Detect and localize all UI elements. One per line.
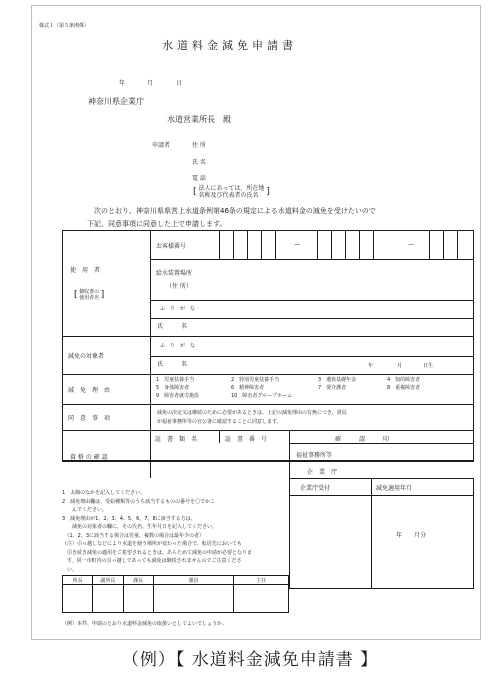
note-line: 3 減免理由が1、2、3、4、5、6、7、8に該当する方は、 [62,515,196,522]
approval-header-section-head: 課長 [123,576,153,585]
consent-line2: が福祉事務所等の官公署に確認することに同意します。 [157,419,282,425]
approval-stamp-cell[interactable] [153,585,234,613]
addressee-person: 水道営業所長 殿 [167,115,231,124]
received-label: 企業庁受付 [300,485,331,492]
reason-item-1: 1 児童扶養手当 [156,377,195,383]
footnote: （例）本件、申請のとおり水道料金減免の取扱いとしてよいでしょうか。 [62,621,228,627]
note-line: （注）引っ越しなどにより水道を使う場所が変わった場合で、転居先においても [62,541,242,547]
applicant-address-label: 住 所 [192,142,206,149]
consent-label: 同 意 事 項 [68,415,111,422]
intro-line2: 下記、同意事項に同意した上で申請します。 [87,220,227,228]
customer-number-dash-1: — [294,241,300,248]
form-number: 様式１（第５条関係） [39,23,90,29]
bracket-right-icon: ] [266,186,270,197]
user-label: 使 用 者 [70,267,101,274]
reason-item-6: 6 精神障害者 [231,385,265,391]
approval-table [62,575,289,613]
target-name-label: 氏 名 [157,361,188,368]
cert-number-label: 証 書 番 号 [225,436,268,443]
page-caption: （例）【 水道料金減免申請書 】 [121,650,379,670]
welfare-office-label: 福祉事務所等 [296,452,333,459]
approval-header-deputy: 副所長 [93,576,123,585]
reason-item-2: 2 特別児童扶養手当 [231,377,280,383]
user-name-label: 氏 名 [157,323,188,330]
qualification-label: 資 格 の 確 認 [70,454,108,461]
user-note [74,289,104,301]
note-line: す。同一市町内の引っ越しであっても減免は継続されませんのでご注意くださ [62,558,242,564]
applicant-name-label: 氏 名 [192,159,206,166]
date-month: 月 [147,80,154,87]
date-day: 日 [176,80,183,87]
note-line: 2 減免理由欄は、受給種類等のうち該当するものの番号を〇でかこ [62,498,216,505]
corp-note-line2: 名称及び代表者の氏名 [198,192,259,199]
customer-number-label: お客様番号 [156,243,187,250]
reason-item-3: 3 遺族基礎年金 [318,377,357,383]
target-furigana-label: ふ り が な [160,343,196,349]
start-value: 年 月分 [396,532,427,539]
form-title: 水道料金減免申請書 [162,39,297,52]
approval-header-chief: 所長 [63,576,93,585]
user-note-line2: 使用者名 [79,295,100,301]
reason-item-7: 7 要介護者 [318,385,347,391]
note-line: い。 [62,566,78,573]
reason-item-9: 9 障害者就労施設 [156,393,200,399]
applicant-phone-label: 電 話 [192,175,206,182]
supply-location-label: 給水装置場所 [156,270,193,277]
corporation-note [193,185,270,199]
confirm-label: 確 認 印 [335,436,390,443]
approval-stamp-cell[interactable] [93,585,123,613]
enterprise-label: 企 業 庁 [307,469,338,476]
note-line: 減免の対象者の欄に、その氏名、生年月日を記入してください。 [62,524,218,530]
reason-item-8: 8 重複障害者 [387,385,421,391]
reason-item-10: 10 障害者グループホーム [231,393,292,399]
user-furigana-label: ふ り が な [160,306,196,312]
applicant-label: 申請者 [152,142,171,149]
reason-item-5: 5 身体障害者 [156,385,190,391]
bracket-left-icon: [ [74,289,78,300]
birth-day: 日生 [423,363,434,369]
reason-item-4: 4 知的障害者 [387,377,421,383]
consent-line1: 減免の決定又は継続のために必要があるときは、上記の減免理由の有無につき、貴局 [157,410,347,416]
reason-label: 減 免 理 由 [68,387,111,394]
customer-number-dash-2: — [408,241,414,248]
birth-month: 月 [397,363,403,369]
main-table-border [62,230,474,461]
note-line: んでください。 [62,507,108,513]
bracket-left-icon: [ [193,186,197,197]
bracket-right-icon: ] [100,289,105,300]
note-line: （1、2、3に該当する場合は児童、複数の場合は最年少の者） [62,532,205,539]
approval-stamp-cell[interactable] [63,585,93,613]
note-line: 1 太線のなかを記入してください。 [62,490,146,496]
birth-year: 年 [368,363,374,369]
supply-location-sub: （住 所） [166,283,192,290]
note-line: 引き続き減免の適用をご希望されるときは、あらためて減免の申請が必要となりま [62,549,253,556]
application-form [31,5,481,640]
approval-header-lead: 主任 [234,576,289,585]
notes-block [62,489,252,574]
user-note-line1: 個収書の [79,289,100,295]
date-year: 年 [119,80,126,87]
target-label: 減免の対象者 [68,353,105,360]
addressee-org: 神奈川県企業庁 [88,97,144,106]
approval-header-staff: 課員 [153,576,234,585]
cert-type-label: 証 書 類 名 [155,436,198,443]
approval-stamp-cell[interactable] [234,585,289,613]
intro-line1: 次のとおり、神奈川県県営上水道条例第46条の規定による水道料金の減免を受けたいので [94,207,376,215]
corp-note-line1: 法人にあっては、所在地 [198,185,265,192]
start-label: 減免適用年月 [376,485,413,492]
approval-stamp-cell[interactable] [123,585,153,613]
